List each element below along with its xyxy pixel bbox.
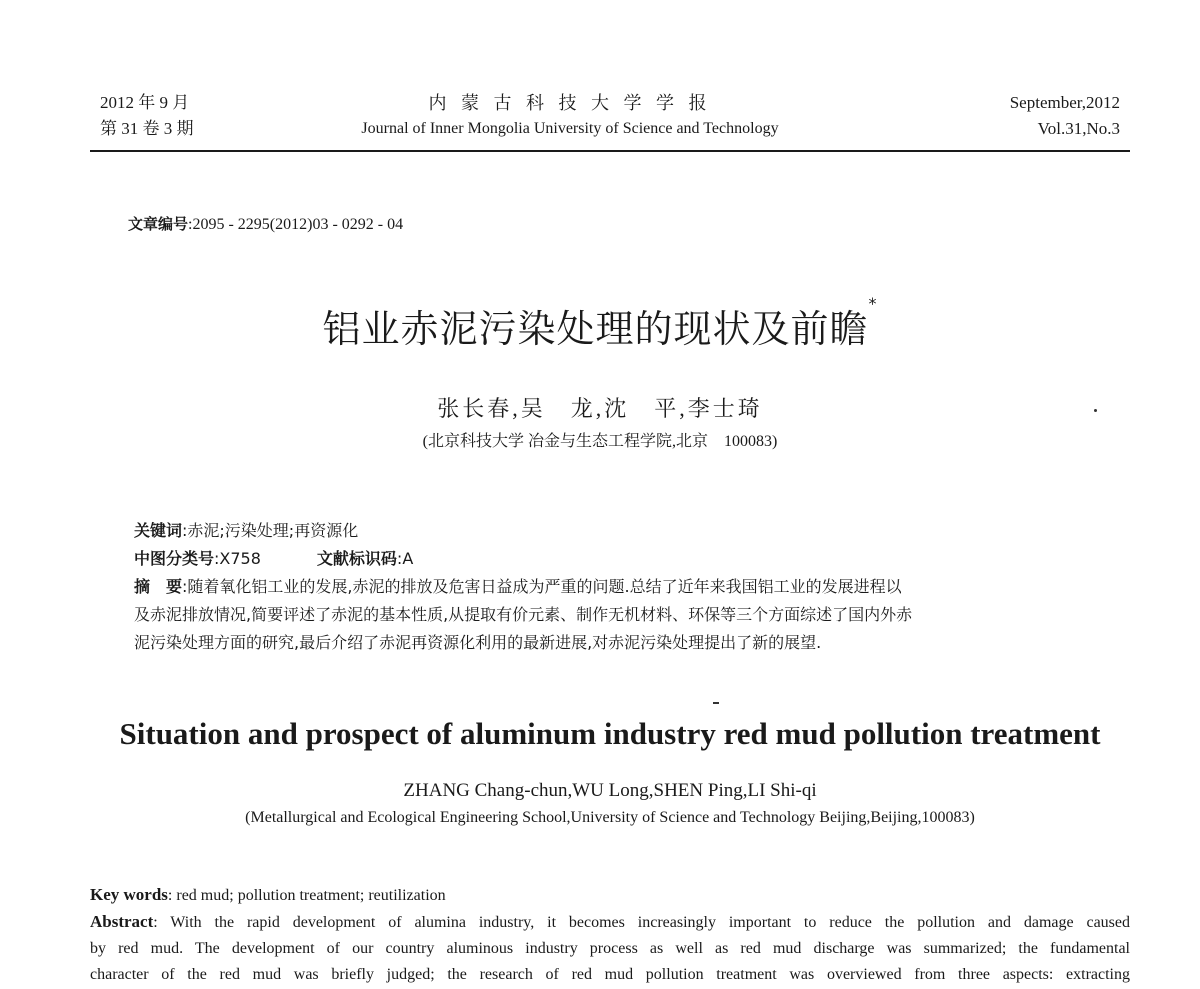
issue-date: 2012 年 9 月 xyxy=(100,93,190,112)
abstract-en-line-2: by red mud. The development of our country aluminous industry process as well as red mud discharge was summarized; the fundamental xyxy=(90,940,1130,957)
article-number xyxy=(128,213,403,234)
journal-volume xyxy=(940,90,1120,142)
volume-issue-cn: 第 31 卷 3 期 xyxy=(100,119,194,138)
authors-cn: 张长春,吴 龙,沈 平,李士琦 xyxy=(437,396,763,421)
journal-name-en: Journal of Inner Mongolia University of Science and Technology xyxy=(361,120,779,137)
abstract-block-en xyxy=(90,882,1130,988)
abstract-cn-line-1 xyxy=(134,573,1094,601)
authors-en: ZHANG Chang-chun,WU Long,SHEN Ping,LI Shi-qi xyxy=(403,780,817,801)
header-rule xyxy=(90,150,1130,152)
title-cn xyxy=(0,294,1200,353)
clc-value: :X758 xyxy=(214,549,261,568)
journal-name-cn: 内 蒙 古 科 技 大 学 学 报 xyxy=(428,93,712,113)
classification-cn xyxy=(134,545,1094,573)
title-footnote-mark: * xyxy=(868,294,878,313)
keywords-en-value: : red mud; pollution treatment; reutilization xyxy=(167,887,446,904)
clc-label: 中图分类号 xyxy=(134,549,215,568)
journal-name xyxy=(300,90,840,142)
article-number-value: :2095 - 2295(2012)03 - 0292 - 04 xyxy=(188,216,404,233)
abstract-en-line-3: character of the red mud was briefly judged; the research of red mud pollution treatment was overviewed from three aspects: extracting xyxy=(90,966,1130,983)
abstract-cn-label: 摘 要 xyxy=(134,577,183,596)
abstract-en-text-1: : With the rapid development of alumina industry, it becomes increasingly important to reduce the pollution and damage caused xyxy=(153,914,1130,931)
keywords-en-label: Key words xyxy=(90,885,168,904)
title-cn-text: 铝业赤泥污染处理的现状及前瞻 xyxy=(322,307,869,351)
volume-issue-en: Vol.31,No.3 xyxy=(1037,119,1120,138)
abstract-cn-text-1: :随着氧化铝工业的发展,赤泥的排放及危害日益成为严重的问题.总结了近年来我国铝工业的发展进程以 xyxy=(182,577,902,596)
keywords-cn-value: :赤泥;污染处理;再资源化 xyxy=(182,521,359,540)
abstract-en-label: Abstract xyxy=(90,912,154,931)
issue-date-en: September,2012 xyxy=(1009,93,1120,112)
title-en: Situation and prospect of aluminum industry red mud pollution treatment xyxy=(119,716,1101,751)
affiliation-cn: (北京科技大学 冶金与生态工程学院,北京 100083) xyxy=(422,433,778,450)
keywords-cn xyxy=(134,517,1094,545)
keywords-en xyxy=(90,882,1130,909)
doc-code-label: 文献标识码 xyxy=(316,549,397,568)
article-number-label: 文章编号 xyxy=(128,215,189,233)
abstract-block-cn xyxy=(134,517,1094,657)
abstract-cn-line-2: 及赤泥排放情况,简要评述了赤泥的基本性质,从提取有价元素、制作无机材料、环保等三个方面综述了国内外赤 xyxy=(134,605,913,624)
stray-dash xyxy=(713,702,719,704)
doc-code-value: :A xyxy=(396,549,414,568)
abstract-cn-line-3: 泥污染处理方面的研究,最后介绍了赤泥再资源化利用的最新进展,对赤泥污染处理提出了新的展望. xyxy=(134,633,822,652)
journal-issue-date xyxy=(100,90,194,142)
affiliation-en: (Metallurgical and Ecological Engineering School,University of Science and Technology Beijing,Beijing,100083) xyxy=(245,809,975,826)
keywords-cn-label: 关键词 xyxy=(134,521,183,540)
abstract-en-line-1 xyxy=(90,909,1130,936)
stray-dot xyxy=(1094,409,1097,412)
